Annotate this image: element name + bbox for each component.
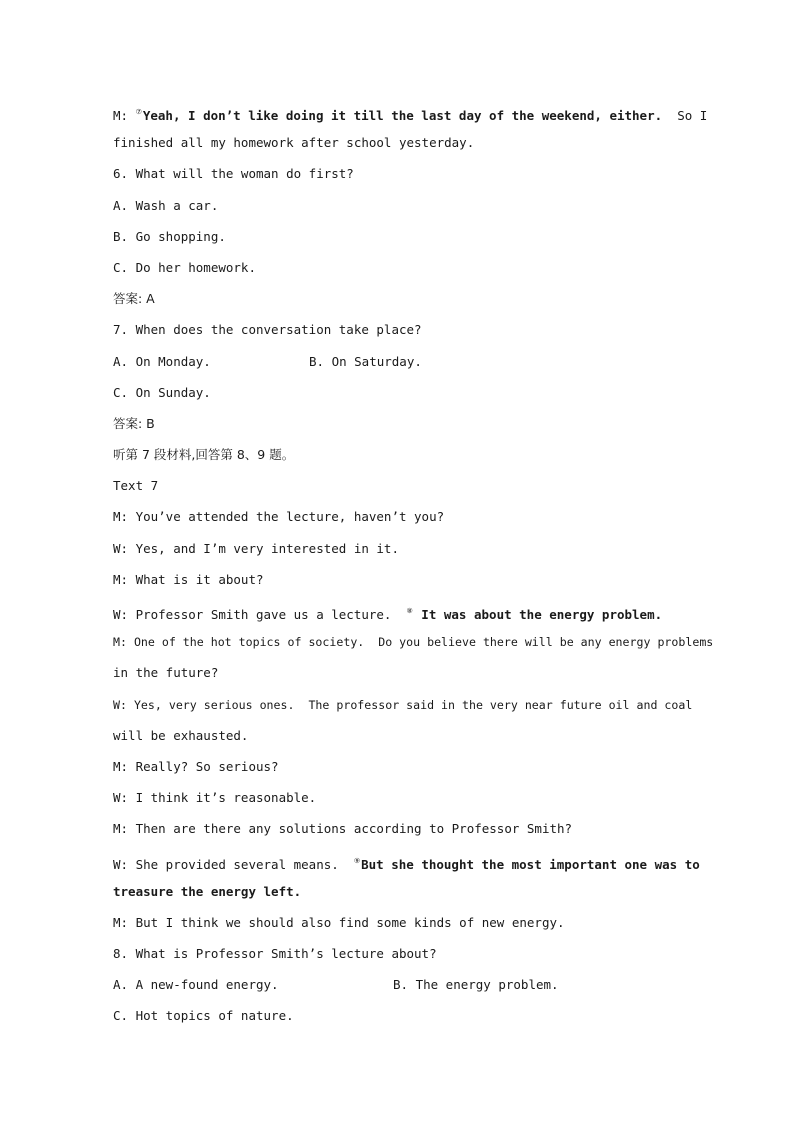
document-page [113,100,714,1036]
dialogue-line: M: What is it about? [113,571,264,587]
question-7: 7. When does the conversation take place? [113,322,422,338]
listening-instruction: 听第 7 段材料,回答第 8、9 题。 [113,447,295,463]
option-6b: B. Go shopping. [113,228,226,244]
answer-6: 答案: A [113,291,155,307]
options-8ab [113,973,683,1004]
dialogue-line: finished all my homework after school yesterday. [113,135,475,151]
dialogue-line: W: I think it’s reasonable. [113,790,317,806]
dialogue-line: W: Professor Smith gave us a lecture. ⑧ It was about the energy problem. [113,607,663,622]
option-8a: A. A new-found energy. [113,977,279,993]
dialogue-line: M: But I think we should also find some kinds of new energy. [113,914,565,930]
answer-7: 答案: B [113,415,155,431]
question-8: 8. What is Professor Smith’s lecture about? [113,946,437,962]
circled-number-8: ⑧ [406,607,413,615]
bold-key-sentence: But she thought the most important one was to [361,856,700,872]
option-7b: B. On Saturday. [309,353,422,369]
text-title: Text 7 [113,478,159,494]
circled-number-9: ⑨ [353,856,361,865]
dialogue-line: W: She provided several means. ⑨But she thought the most important one was to [113,856,700,872]
dialogue-line: in the future? [113,665,219,681]
dialogue-line: W: Yes, very serious ones. The professor said in the very near future oil and coal [113,697,693,712]
option-6a: A. Wash a car. [113,197,219,213]
bold-key-sentence: Yeah, I don’t like doing it till the last day of the weekend, either. [142,108,663,123]
question-6: 6. What will the woman do first? [113,166,354,182]
option-8b: B. The energy problem. [393,977,559,993]
dialogue-line: M: ⑦Yeah, I don’t like doing it till the last day of the weekend, either. So I [113,108,708,123]
dialogue-line-bold: treasure the energy left. [113,883,302,899]
dialogue-line: M: You’ve attended the lecture, haven’t you? [113,509,445,525]
options-7ab [113,350,683,381]
option-7a: A. On Monday. [113,353,211,369]
dialogue-line: M: Really? So serious? [113,758,279,774]
dialogue-line: will be exhausted. [113,727,249,743]
option-7c: C. On Sunday. [113,384,211,400]
dialogue-line: W: Yes, and I’m very interested in it. [113,540,399,556]
option-8c: C. Hot topics of nature. [113,1008,294,1024]
bold-key-sentence: It was about the energy problem. [413,607,663,622]
option-6c: C. Do her homework. [113,259,256,275]
dialogue-line: M: Then are there any solutions according to Professor Smith? [113,821,573,837]
circled-number-7: ⑦ [135,108,142,116]
dialogue-line: M: One of the hot topics of society. Do you believe there will be any energy problems [113,635,714,650]
